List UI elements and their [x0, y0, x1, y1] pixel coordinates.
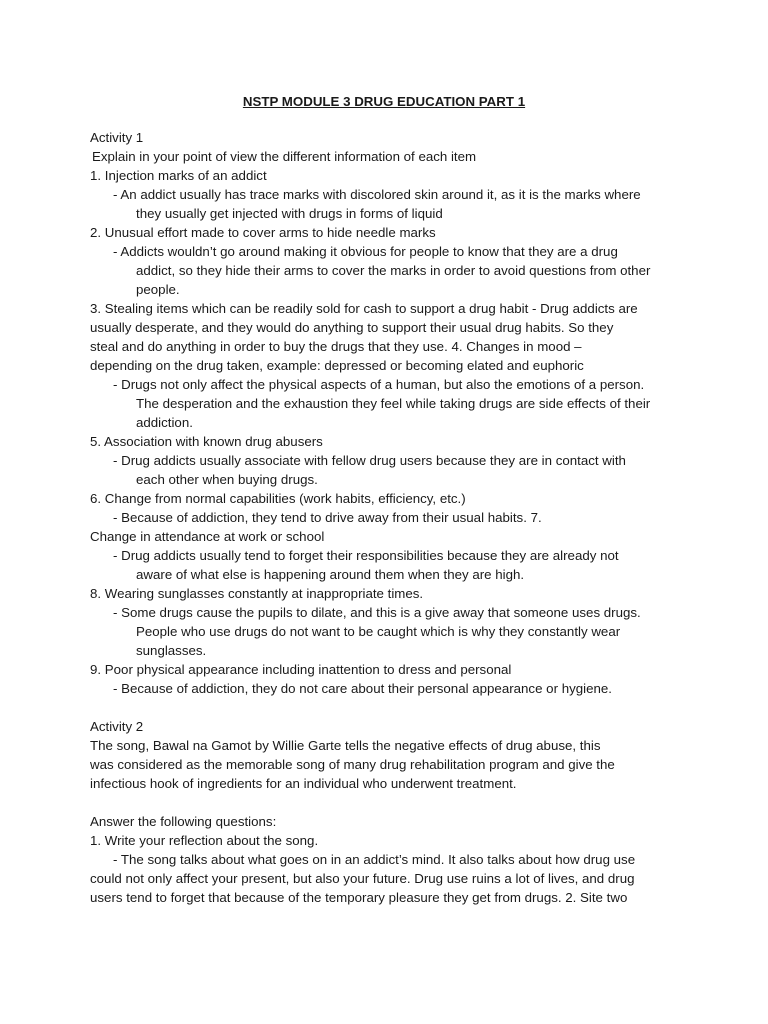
question-1-answer: - The song talks about what goes on in an addict’s mind. It also talks about how drug use — [113, 852, 636, 867]
activity-2-paragraph: was considered as the memorable song of many drug rehabilitation program and give the — [90, 757, 615, 772]
item-1: 1. Injection marks of an addict — [90, 168, 267, 183]
item-7: Change in attendance at work or school — [90, 529, 325, 544]
item-8: 8. Wearing sunglasses constantly at inappropriate times. — [90, 586, 424, 601]
activity-1-instruction: Explain in your point of view the different information of each item — [92, 149, 477, 164]
activity-1-heading: Activity 1 — [90, 130, 144, 145]
question-1-answer-cont: could not only affect your present, but also your future. Drug use ruins a lot of lives, and drug — [90, 871, 635, 886]
document-title: NSTP MODULE 3 DRUG EDUCATION PART 1 — [242, 94, 526, 109]
item-5-answer-cont: each other when buying drugs. — [136, 472, 318, 487]
item-4-answer-cont: The desperation and the exhaustion they feel while taking drugs are side effects of their — [136, 396, 651, 411]
questions-heading: Answer the following questions: — [90, 814, 277, 829]
item-2: 2. Unusual effort made to cover arms to hide needle marks — [90, 225, 436, 240]
item-3-cont: usually desperate, and they would do anything to support their usual drug habits. So they — [90, 320, 614, 335]
item-1-answer: - An addict usually has trace marks with discolored skin around it, as it is the marks where — [113, 187, 641, 202]
question-1: 1. Write your reflection about the song. — [90, 833, 319, 848]
question-1-answer-cont: users tend to forget that because of the temporary pleasure they get from drugs. 2. Site two — [90, 890, 628, 905]
item-4-answer: - Drugs not only affect the physical aspects of a human, but also the emotions of a person. — [113, 377, 645, 392]
item-2-answer-cont: people. — [136, 282, 180, 297]
item-4-cont: depending on the drug taken, example: depressed or becoming elated and euphoric — [90, 358, 584, 373]
item-8-answer-cont: sunglasses. — [136, 643, 207, 658]
item-4-answer-cont: addiction. — [136, 415, 193, 430]
item-9: 9. Poor physical appearance including inattention to dress and personal — [90, 662, 512, 677]
item-8-answer: - Some drugs cause the pupils to dilate, and this is a give away that someone uses drugs. — [113, 605, 641, 620]
item-7-answer: - Drug addicts usually tend to forget their responsibilities because they are already not — [113, 548, 619, 563]
item-9-answer: - Because of addiction, they do not care about their personal appearance or hygiene. — [113, 681, 612, 696]
item-8-answer-cont: People who use drugs do not want to be caught which is why they constantly wear — [136, 624, 621, 639]
item-6: 6. Change from normal capabilities (work habits, efficiency, etc.) — [90, 491, 466, 506]
document-body — [90, 128, 690, 907]
item-7-answer-cont: aware of what else is happening around them when they are high. — [136, 567, 525, 582]
item-5: 5. Association with known drug abusers — [90, 434, 323, 449]
activity-2-paragraph: infectious hook of ingredients for an individual who underwent treatment. — [90, 776, 517, 791]
paragraph-gap — [90, 698, 690, 717]
activity-2-heading: Activity 2 — [90, 719, 144, 734]
item-2-answer-cont: addict, so they hide their arms to cover the marks in order to avoid questions from other — [136, 263, 651, 278]
paragraph-gap — [90, 793, 690, 812]
item-3: 3. Stealing items which can be readily sold for cash to support a drug habit - Drug addicts are — [90, 301, 638, 316]
item-2-answer: - Addicts wouldn’t go around making it obvious for people to know that they are a drug — [113, 244, 618, 259]
activity-2-paragraph: The song, Bawal na Gamot by Willie Garte tells the negative effects of drug abuse, this — [90, 738, 601, 753]
item-6-answer: - Because of addiction, they tend to drive away from their usual habits. 7. — [113, 510, 542, 525]
item-3-cont: steal and do anything in order to buy the drugs that they use. 4. Changes in mood – — [90, 339, 582, 354]
item-5-answer: - Drug addicts usually associate with fellow drug users because they are in contact with — [113, 453, 626, 468]
item-1-answer-cont: they usually get injected with drugs in forms of liquid — [136, 206, 443, 221]
